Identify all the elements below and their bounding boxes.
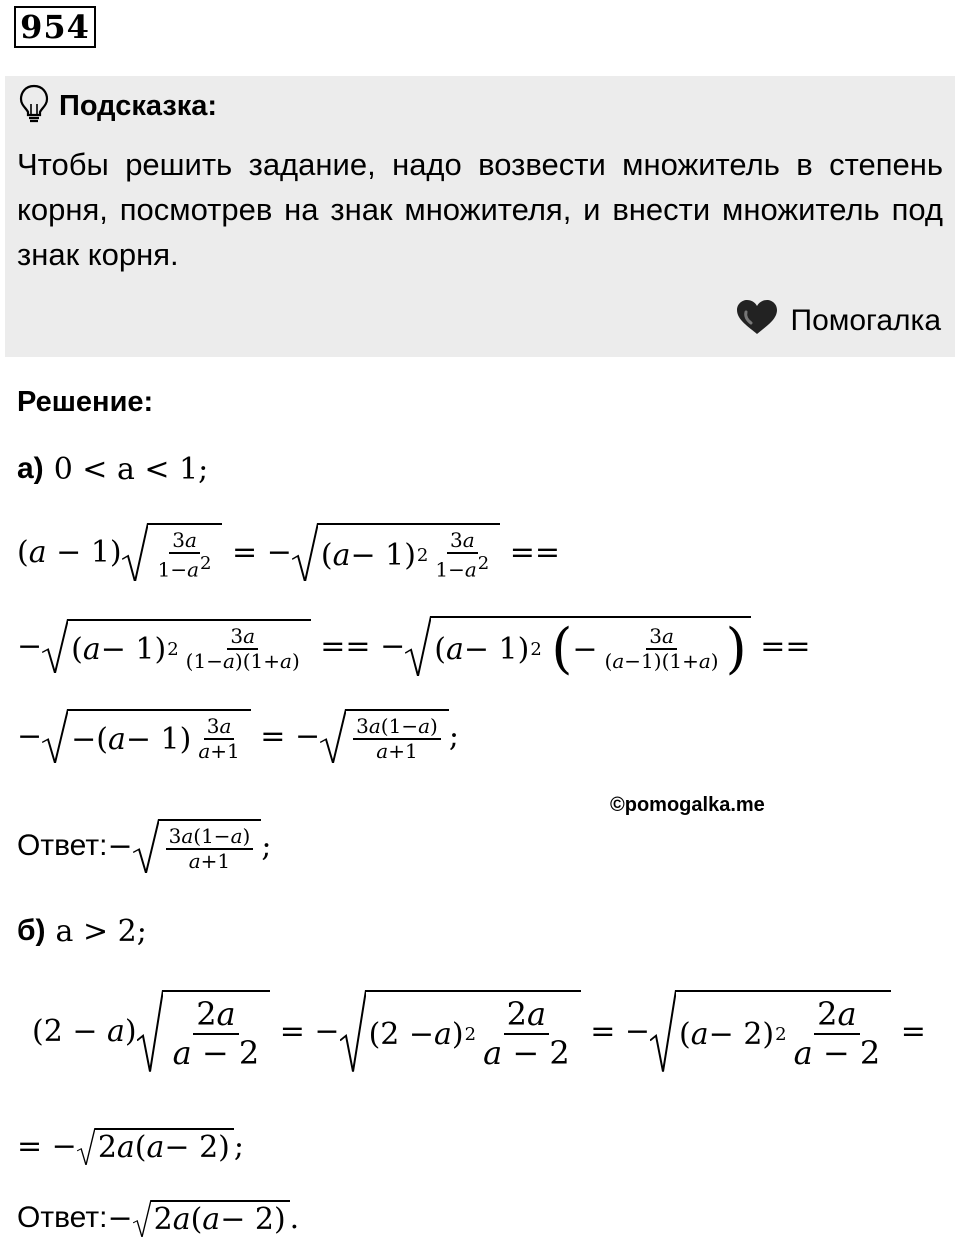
part-b-formula-line-1: (2 − a) $\frac{2a}{a - 2}$ = − (2 − a ) 2 $\frac{2a}{a - 2}$ = − ( a − 2) 2 $\frac{2a}{a - 2}$ = [32, 972, 926, 1090]
sqrt: $\frac{3a(1-a)}{a+1}$ [320, 709, 449, 763]
part-a-answer-line: Ответ: − $\frac{3a(1-a)}{a+1}$ ; [17, 806, 271, 886]
part-a-condition: 0 < a < 1; [53, 451, 209, 487]
part-a-condition-line [17, 444, 208, 494]
part-b-formula-line-2: = − 2 a ( a − 2) ; [17, 1128, 244, 1165]
part-a-label: а) [17, 452, 44, 485]
lightbulb-icon [19, 84, 49, 129]
sqrt: ( a − 1) 2 $\frac{3a}{(1-a)(1+a)}$ [42, 619, 311, 673]
part-a-formula-line-1: (a − 1) $\frac{3a}{1-a2}$ = − ( a − 1) 2 $\frac{3a}{1-a2}$ == [17, 512, 560, 592]
sqrt: $\frac{3a}{1-a2}$ [122, 523, 223, 582]
hint-text: Чтобы решить задание, надо возвести множитель в степень корня, посмотрев на знак множителя, и внести множитель под знак корня. [17, 147, 943, 272]
sqrt: 2 a ( a − 2) [77, 1128, 234, 1165]
sqrt: ( a − 1) 2 ( − $\frac{3a}{(a-1)(1+a)}$ ) [405, 616, 750, 676]
solution-title: Решение: [17, 386, 154, 418]
heart-icon [735, 298, 779, 344]
sqrt: −( a − 1) $\frac{3a}{a+1}$ [42, 709, 251, 763]
part-b-condition: a > 2; [55, 913, 147, 949]
sqrt: $\frac{2a}{a - 2}$ [137, 990, 271, 1072]
answer-label: Ответ: [17, 829, 108, 862]
answer-label: Ответ: [17, 1201, 108, 1234]
hint-box [5, 76, 955, 357]
sqrt: ( a − 2) 2 $\frac{2a}{a - 2}$ [650, 990, 891, 1072]
hint-header [19, 86, 217, 126]
part-a-formula-line-3: − −( a − 1) $\frac{3a}{a+1}$ = − $\frac{3a(1-a)}{a+1}$ ; [17, 696, 459, 776]
task-number: 954 [14, 6, 96, 48]
sqrt: ( a − 1) 2 $\frac{3a}{1-a2}$ [292, 523, 500, 582]
hint-title: Подсказка: [59, 89, 218, 122]
sqrt: 2 a ( a − 2) [133, 1200, 290, 1237]
part-b-label: б) [17, 914, 46, 947]
part-b-condition-line [17, 906, 147, 956]
brand [735, 298, 942, 344]
brand-name: Помогалка [790, 304, 941, 337]
sqrt: (2 − a ) 2 $\frac{2a}{a - 2}$ [340, 990, 581, 1072]
part-b-answer-line: Ответ: − 2 a ( a − 2) . [17, 1200, 300, 1237]
watermark: ©pomogalka.me [610, 794, 765, 816]
part-a-formula-line-2: − ( a − 1) 2 $\frac{3a}{(1-a)(1+a)}$ == − ( a − 1) 2 ( − $\frac{3a}{(a-1)(1+a)}$ ) == [17, 617, 811, 680]
sqrt: $\frac{3a(1-a)}{a+1}$ [133, 819, 262, 873]
